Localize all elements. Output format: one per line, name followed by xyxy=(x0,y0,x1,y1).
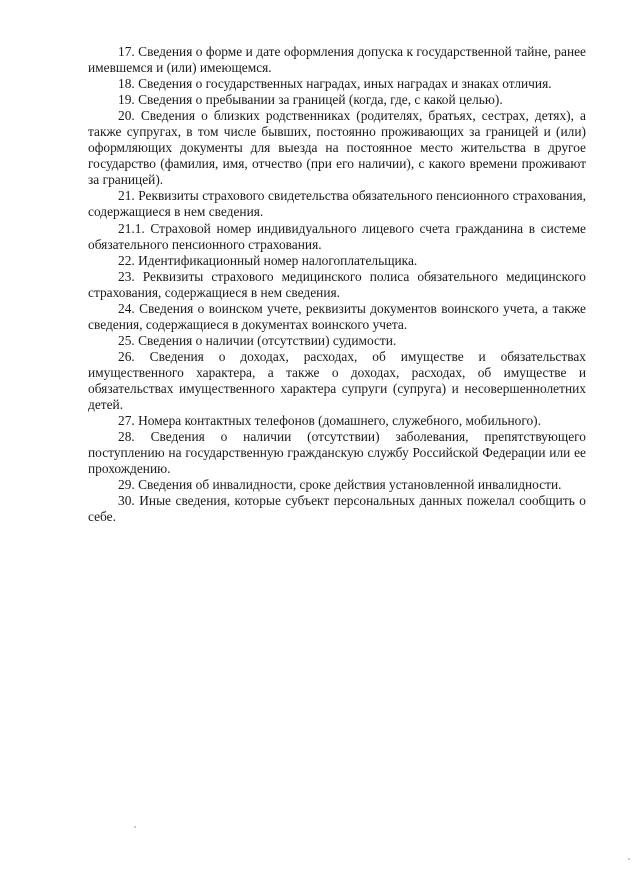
item-18: 18. Сведения о государственных наградах, иных наградах и знаках отличия. xyxy=(118,76,552,92)
item-22: 22. Идентификационный номер налогоплательщика. xyxy=(118,252,418,268)
scan-speck xyxy=(628,858,630,860)
item-21-1: 21.1. Страховой номер индивидуального лицевого счета гражданина в системе обязательного пенсионного страхования. xyxy=(88,220,586,252)
item-20: 20. Сведения о близких родственниках (родителях, братьях, сестрах, детях), а также супругах, в том числе бывших, постоянно проживающих за границей и (или) оформляющих документы для выезда на постоянное место жительства в другое государство (фамилия, имя, отчество (при его наличии), с какого времени проживают за границей). xyxy=(88,108,586,188)
document-text xyxy=(88,44,586,525)
scan-speck xyxy=(134,826,136,828)
item-24: 24. Сведения о воинском учете, реквизиты документов воинского учета, а также сведения, содержащиеся в документах воинского учета. xyxy=(88,300,586,332)
item-27: 27. Номера контактных телефонов (домашнего, служебного, мобильного). xyxy=(118,413,541,429)
item-19: 19. Сведения о пребывании за границей (когда, где, с какой целью). xyxy=(118,92,503,108)
item-21: 21. Реквизиты страхового свидетельства обязательного пенсионного страхования, содержащиеся в нем сведения. xyxy=(88,188,586,220)
item-23: 23. Реквизиты страхового медицинского полиса обязательного медицинского страхования, содержащиеся в нем сведения. xyxy=(88,268,586,300)
item-26: 26. Сведения о доходах, расходах, об имуществе и обязательствах имущественного характера, а также о доходах, расходах, об имуществе и обязательствах имущественного характера супруги (супруга) и несовершеннолетних детей. xyxy=(88,348,586,413)
item-25: 25. Сведения о наличии (отсутствии) судимости. xyxy=(118,332,397,348)
item-30: 30. Иные сведения, которые субъект персональных данных пожелал сообщить о себе. xyxy=(88,493,586,525)
item-17: 17. Сведения о форме и дате оформления допуска к государственной тайне, ранее имевшемся и (или) имеющемся. xyxy=(88,44,586,76)
item-28: 28. Сведения о наличии (отсутствии) заболевания, препятствующего поступлению на государственную гражданскую службу Российской Федерации или ее прохождению. xyxy=(88,429,586,477)
item-29: 29. Сведения об инвалидности, сроке действия установленной инвалидности. xyxy=(118,477,562,493)
